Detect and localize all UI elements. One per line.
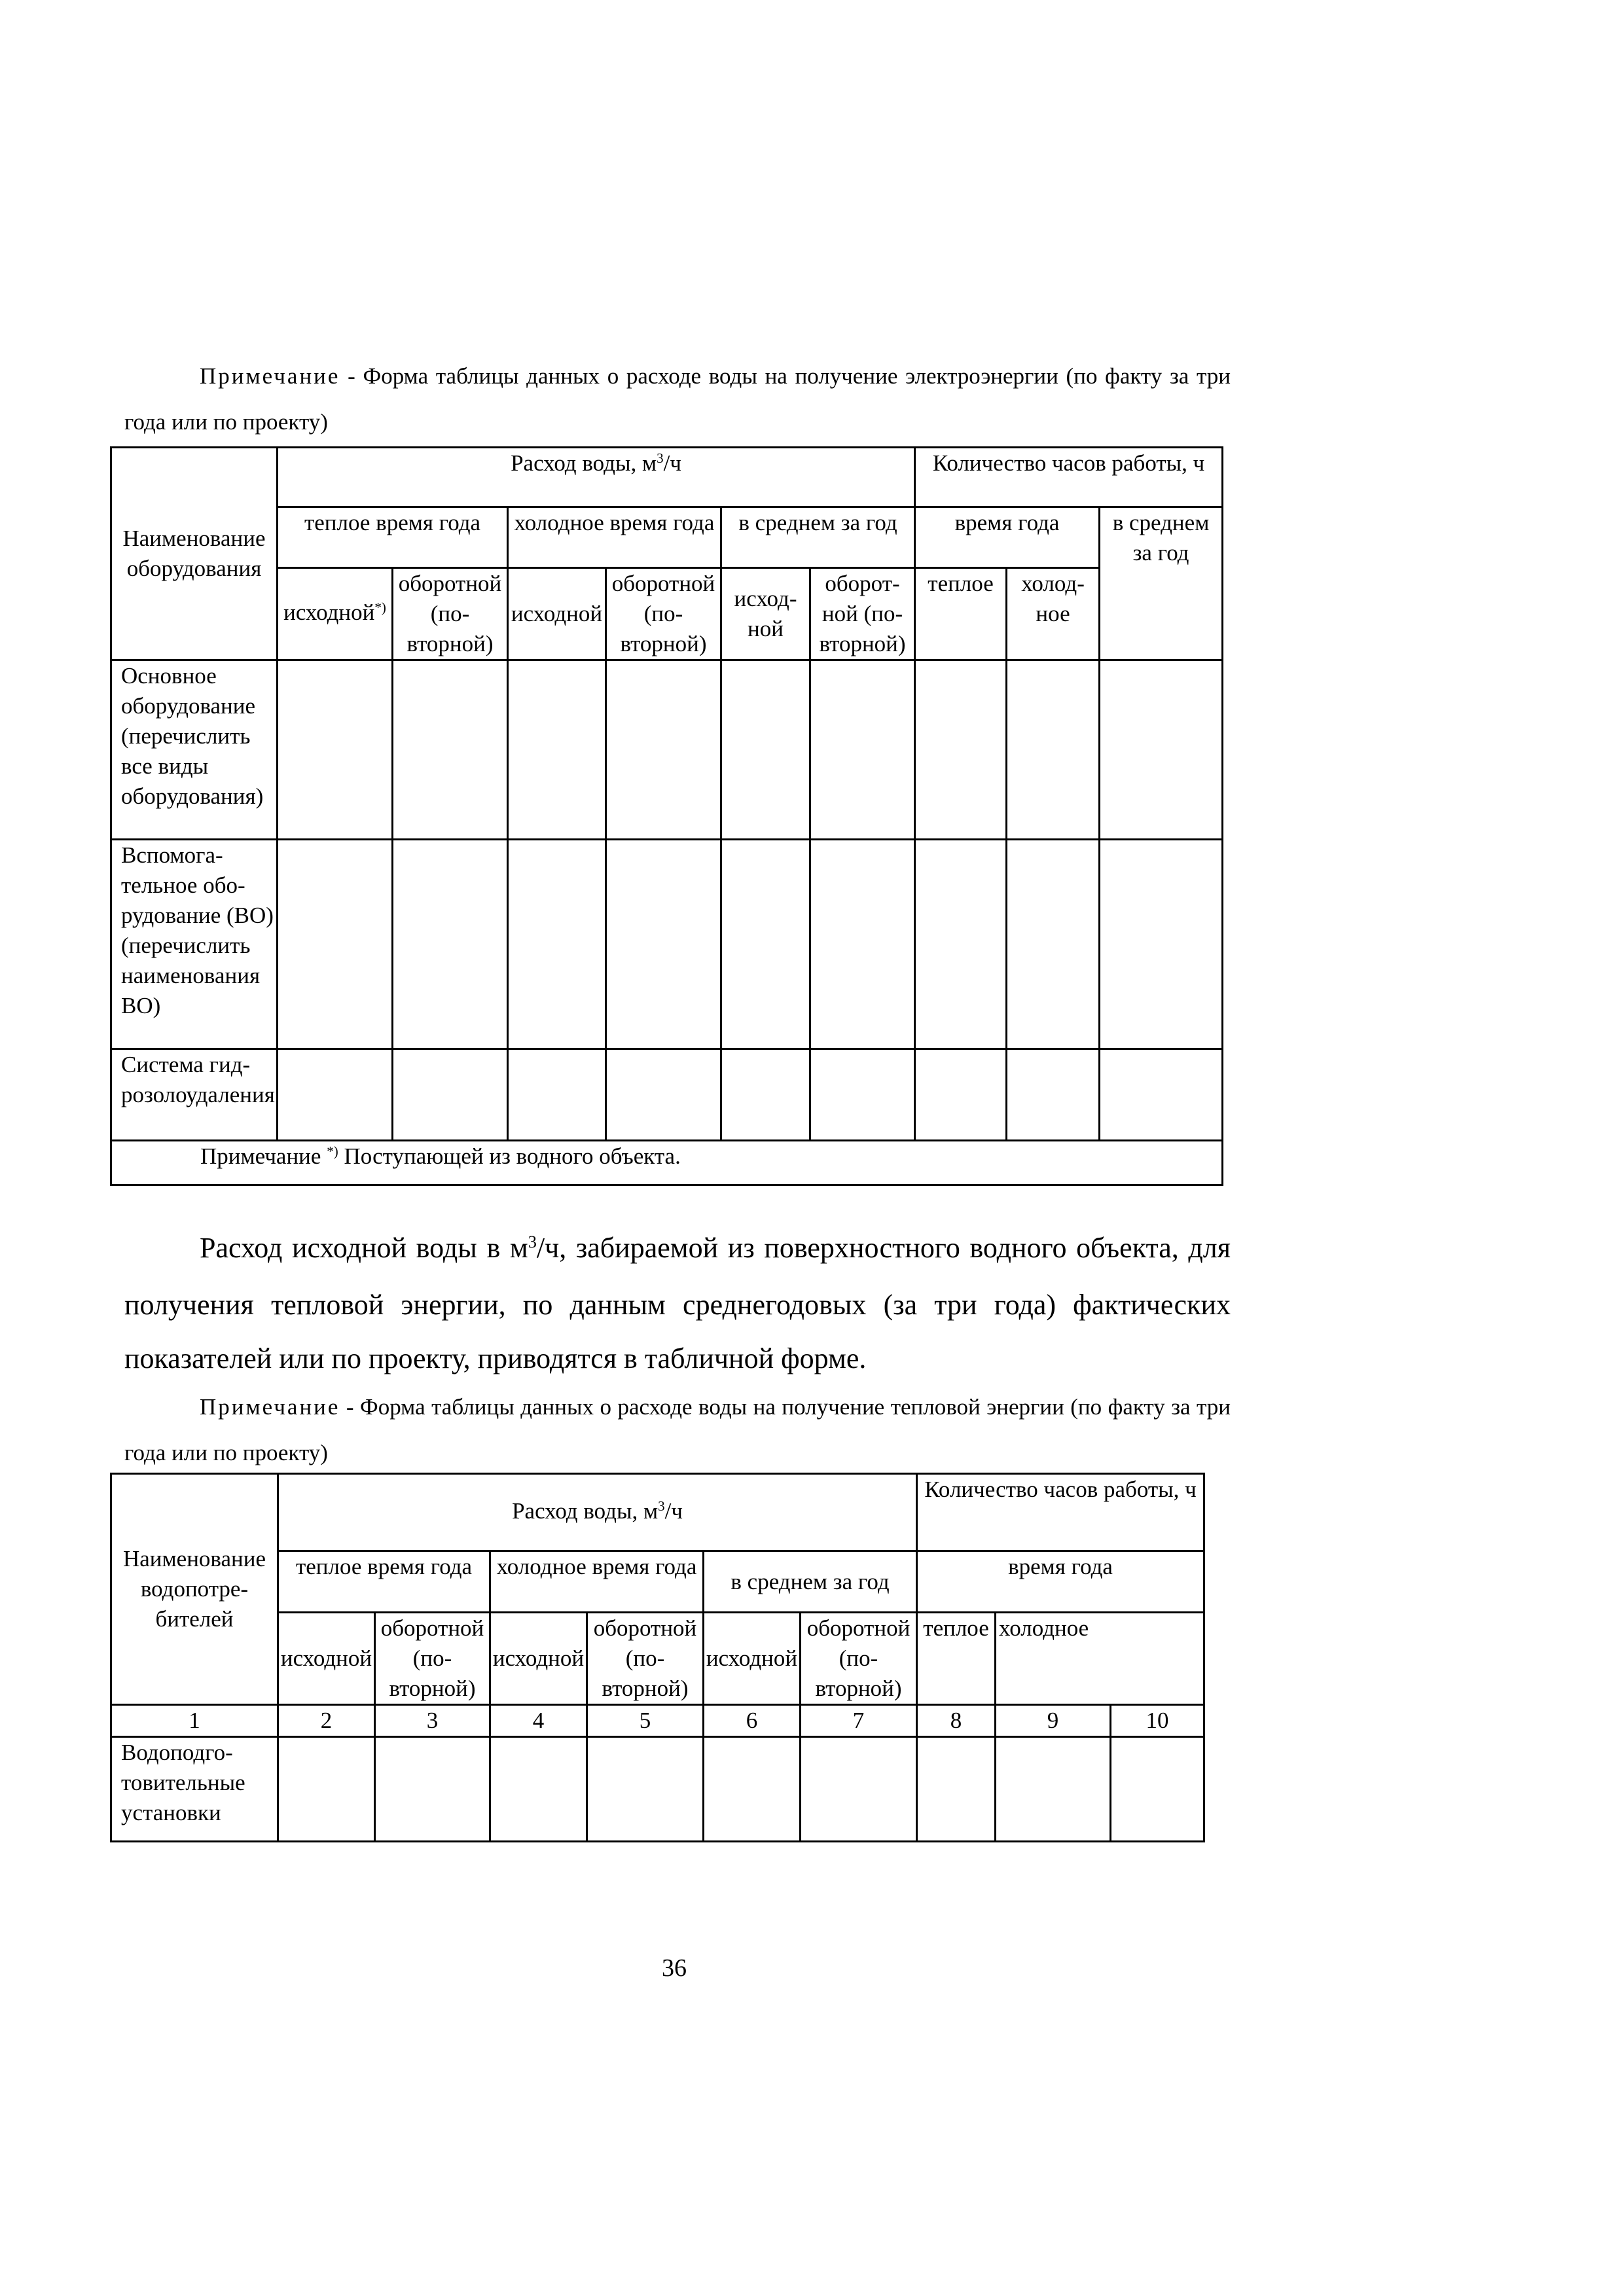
column-number: 4	[490, 1705, 587, 1737]
caption-lead: Примечание	[200, 1394, 340, 1420]
empty-cell	[721, 660, 810, 840]
table-row	[111, 840, 1223, 1049]
header-consumer-name: Наименование водопотребителей	[111, 1474, 278, 1705]
header-recycled-water: оборотной (повторной)	[606, 568, 721, 660]
empty-cell	[375, 1737, 490, 1842]
header-recycled-water: оборотной (повторной)	[587, 1613, 704, 1705]
header-cold-season: холодное время года	[490, 1551, 704, 1613]
header-warm-season: теплое время года	[278, 507, 508, 568]
header-yearly-average: в среднем за год	[721, 507, 915, 568]
empty-cell	[1100, 660, 1223, 840]
empty-cell	[810, 840, 915, 1049]
page-number: 36	[662, 1954, 687, 1982]
empty-cell	[278, 660, 393, 840]
empty-cell	[704, 1737, 801, 1842]
empty-cell	[721, 1049, 810, 1141]
empty-cell	[393, 660, 508, 840]
empty-cell	[606, 660, 721, 840]
caption-text: - Форма таблицы данных о расходе воды на получение электроэнергии (по факту за три года или по проекту)	[124, 363, 1231, 435]
header-cold-short: холодное	[1007, 568, 1100, 660]
empty-cell	[1100, 840, 1223, 1049]
empty-cell	[278, 1049, 393, 1141]
header-recycled-water: оборотной (повторной)	[801, 1613, 917, 1705]
empty-cell	[915, 660, 1007, 840]
empty-cell	[801, 1737, 917, 1842]
header-recycled-water: оборотной (повторной)	[393, 568, 508, 660]
column-numbers-row	[111, 1705, 1204, 1737]
column-number: 5	[587, 1705, 704, 1737]
empty-cell	[508, 840, 606, 1049]
column-number: 1	[111, 1705, 278, 1737]
empty-cell	[278, 1737, 375, 1842]
body-paragraph: Расход исходной воды в $м^3/ч$, забираемой из поверхностного водного объекта, для получения тепловой энергии, по данным среднегодовых (за три года) фактических показателей или по проекту, приводятся в табличной форме.	[124, 1232, 1231, 1374]
header-yearly-average: в среднем за год	[704, 1551, 917, 1613]
header-season: время года	[915, 507, 1100, 568]
header-recycled-water: оборотной (повторной)	[375, 1613, 490, 1705]
empty-cell	[915, 1049, 1007, 1141]
table-footnote: Примечание *) Поступающей из водного объекта.	[111, 1141, 1223, 1185]
row-label: Водоподготовительные установки	[111, 1737, 278, 1842]
header-warm-short: теплое	[917, 1613, 996, 1705]
empty-cell	[393, 1049, 508, 1141]
header-source-water: исходной	[721, 568, 810, 660]
empty-cell	[810, 1049, 915, 1141]
table-row	[111, 660, 1223, 840]
column-number: 3	[375, 1705, 490, 1737]
row-label: Система гидрозолоудаления	[111, 1049, 278, 1141]
empty-cell	[278, 840, 393, 1049]
empty-cell	[606, 1049, 721, 1141]
header-season: время года	[917, 1551, 1204, 1613]
table-row	[111, 1737, 1204, 1842]
empty-cell	[508, 660, 606, 840]
column-number: 2	[278, 1705, 375, 1737]
empty-cell	[1111, 1737, 1204, 1842]
empty-cell	[721, 840, 810, 1049]
header-equipment-name: Наименование оборудования	[111, 448, 278, 660]
empty-cell	[810, 660, 915, 840]
header-hours-average: в среднем за год	[1100, 507, 1223, 660]
header-source-water: исходной	[490, 1613, 587, 1705]
header-source-water: исходной	[278, 1613, 375, 1705]
header-cold-short: холодное	[996, 1613, 1204, 1705]
table-row	[111, 1049, 1223, 1141]
empty-cell	[917, 1737, 996, 1842]
header-operating-hours: Количество часов работы, ч	[915, 448, 1223, 507]
header-operating-hours: Количество часов работы, ч	[917, 1474, 1204, 1551]
column-number: 7	[801, 1705, 917, 1737]
empty-cell	[1007, 1049, 1100, 1141]
row-label: Основное оборудование (перечислить все виды оборудования)	[111, 660, 278, 840]
column-number: 6	[704, 1705, 801, 1737]
empty-cell	[508, 1049, 606, 1141]
header-water-flow: Расход воды, $м^3/ч$	[278, 1474, 917, 1551]
caption-text: - Форма таблицы данных о расходе воды на получение тепловой энергии (по факту за три года или по проекту)	[124, 1394, 1231, 1465]
empty-cell	[1007, 840, 1100, 1049]
header-source-water: исходной	[508, 568, 606, 660]
empty-cell	[393, 840, 508, 1049]
header-warm-short: теплое	[915, 568, 1007, 660]
empty-cell	[606, 840, 721, 1049]
empty-cell	[915, 840, 1007, 1049]
row-label: Вспомогательное оборудование (ВО) (перечислить наименования ВО)	[111, 840, 278, 1049]
column-number: 8	[917, 1705, 996, 1737]
table2-caption	[124, 1384, 1231, 1476]
empty-cell	[996, 1737, 1111, 1842]
column-number: 9	[996, 1705, 1111, 1737]
empty-cell	[490, 1737, 587, 1842]
header-warm-season: теплое время года	[278, 1551, 490, 1613]
table1-caption	[124, 353, 1231, 445]
table-electricity-water	[110, 446, 1223, 1186]
empty-cell	[1007, 660, 1100, 840]
column-number: 10	[1111, 1705, 1204, 1737]
header-water-flow: Расход воды, $м^3/ч$	[278, 448, 915, 507]
empty-cell	[1100, 1049, 1223, 1141]
header-source-water: исходной	[704, 1613, 801, 1705]
header-recycled-water: оборотной (повторной)	[810, 568, 915, 660]
table-heat-water	[110, 1473, 1205, 1842]
header-cold-season: холодное время года	[508, 507, 721, 568]
empty-cell	[587, 1737, 704, 1842]
caption-lead: Примечание	[200, 363, 340, 389]
header-source-water: исходной*)	[278, 568, 393, 660]
